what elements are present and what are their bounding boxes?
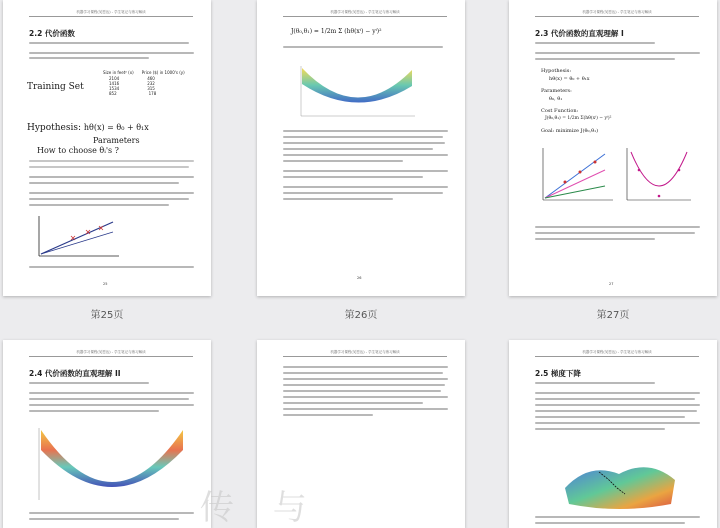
page-header: 机器学习课程(吴恩达) - 学生笔记与练习解读	[29, 350, 193, 357]
text-line	[29, 392, 194, 394]
hypothesis-eq: hθ(x) = θ₀ + θ₁x	[549, 76, 590, 82]
text-line	[283, 396, 448, 398]
page-caption: 第25页	[90, 310, 124, 321]
text-line	[283, 402, 423, 404]
hypothesis-label: Hypothesis: hθ(x) = θ₀ + θ₁x	[27, 123, 149, 133]
table-cell: 852	[109, 91, 117, 96]
surface-plot-figure	[297, 56, 417, 120]
text-line	[535, 516, 700, 518]
page-caption: 第27页	[596, 310, 630, 321]
text-line	[535, 238, 655, 240]
text-line	[283, 384, 445, 386]
page-header: 机器学习课程(吴恩达) - 学生笔记与练习解读	[283, 10, 447, 17]
text-line	[29, 166, 189, 168]
table-cell: 1416	[109, 81, 120, 86]
document-page-28[interactable]	[3, 340, 211, 528]
table-cell: 178	[148, 91, 157, 96]
text-line	[29, 176, 194, 178]
text-line	[29, 410, 159, 412]
text-line	[535, 422, 700, 424]
how-to-choose-label: How to choose θᵢ's ?	[37, 146, 119, 155]
text-line	[535, 428, 665, 430]
text-line	[283, 154, 448, 156]
text-line	[29, 404, 194, 406]
text-line	[29, 382, 149, 384]
bowl-surface-figure	[37, 424, 187, 504]
page-header: 机器学习课程(吴恩达) - 学生笔记与练习解读	[29, 10, 193, 17]
text-line	[29, 198, 189, 200]
table-cell: 2104	[109, 76, 120, 81]
page-header: 机器学习课程(吴恩达) - 学生笔记与练习解读	[283, 350, 447, 357]
page-number: 25	[103, 282, 108, 286]
text-line	[535, 52, 700, 54]
text-line	[535, 382, 655, 384]
section-title: 2.5 梯度下降	[535, 369, 581, 378]
page-number: 26	[357, 276, 362, 280]
text-line	[29, 57, 149, 59]
text-line	[283, 198, 393, 200]
text-line	[29, 42, 189, 44]
document-page-27[interactable]	[509, 0, 717, 296]
text-line	[283, 148, 433, 150]
text-line	[535, 416, 685, 418]
document-page-25[interactable]	[3, 0, 211, 296]
gradient-descent-figure	[559, 444, 679, 510]
text-line	[535, 58, 675, 60]
text-line	[535, 42, 655, 44]
text-line	[283, 46, 443, 48]
cost-intuition-figure	[535, 140, 695, 210]
text-line	[283, 408, 448, 410]
text-line	[283, 366, 448, 368]
training-set-label: Training Set	[27, 82, 84, 92]
text-line	[283, 130, 448, 132]
table-cell: 232	[147, 81, 155, 86]
text-line	[29, 182, 179, 184]
text-line	[283, 372, 443, 374]
text-line	[283, 186, 448, 188]
text-line	[535, 398, 695, 400]
text-line	[535, 522, 685, 524]
section-title: 2.3 代价函数的直观理解 I	[535, 29, 624, 38]
section-title: 2.2 代价函数	[29, 29, 75, 38]
text-line	[283, 378, 448, 380]
training-table	[103, 70, 185, 96]
document-page-26[interactable]	[257, 0, 465, 296]
parameters-label: Parameters:	[541, 88, 572, 94]
text-line	[535, 226, 700, 228]
page-number: 27	[609, 282, 614, 286]
table-cell: 460	[147, 76, 155, 81]
price-header: Price ($) in 1000's (y)	[141, 70, 185, 75]
text-line	[29, 512, 194, 514]
scatter-fit-figure	[31, 212, 121, 260]
text-line	[283, 136, 443, 138]
table-cell: 1534	[109, 86, 120, 91]
text-line	[283, 390, 441, 392]
text-line	[283, 142, 445, 144]
text-line	[283, 170, 448, 172]
goal-label: Goal: minimize J(θ₀,θ₁)	[541, 128, 599, 134]
page-caption: 第26页	[344, 310, 378, 321]
cost-function-eq: J(θ₀,θ₁) = 1/2m Σ(hθ(xⁱ) − yⁱ)²	[545, 116, 612, 121]
text-line	[29, 192, 194, 194]
text-line	[535, 410, 697, 412]
table-cell: 315	[147, 86, 155, 91]
text-line	[535, 232, 695, 234]
text-line	[29, 204, 169, 206]
text-line	[29, 52, 194, 54]
text-line	[535, 404, 700, 406]
section-title: 2.4 代价函数的直观理解 II	[29, 369, 121, 378]
text-line	[29, 266, 194, 268]
watermark: 传 与	[200, 488, 321, 528]
hypothesis-label: Hypothesis:	[541, 68, 571, 74]
text-line	[29, 518, 179, 520]
parameters-eq: θ₀, θ₁	[549, 96, 563, 102]
page-header: 机器学习课程(吴恩达) - 学生笔记与练习解读	[535, 350, 699, 357]
text-line	[29, 398, 189, 400]
text-line	[29, 160, 194, 162]
cost-function-label: Cost Function:	[541, 108, 579, 114]
cost-formula: J(θ₀,θ₁) = 1/2m Σ (hθ(xⁱ) − yⁱ)²	[291, 28, 382, 35]
text-line	[535, 392, 700, 394]
size-header: Size in feet² (x)	[103, 70, 134, 75]
text-line	[283, 414, 373, 416]
page-header: 机器学习课程(吴恩达) - 学生笔记与练习解读	[535, 10, 699, 17]
document-page-30[interactable]	[509, 340, 717, 528]
text-line	[283, 176, 423, 178]
parameters-label: Parameters	[93, 136, 140, 145]
text-line	[283, 160, 403, 162]
text-line	[283, 192, 443, 194]
